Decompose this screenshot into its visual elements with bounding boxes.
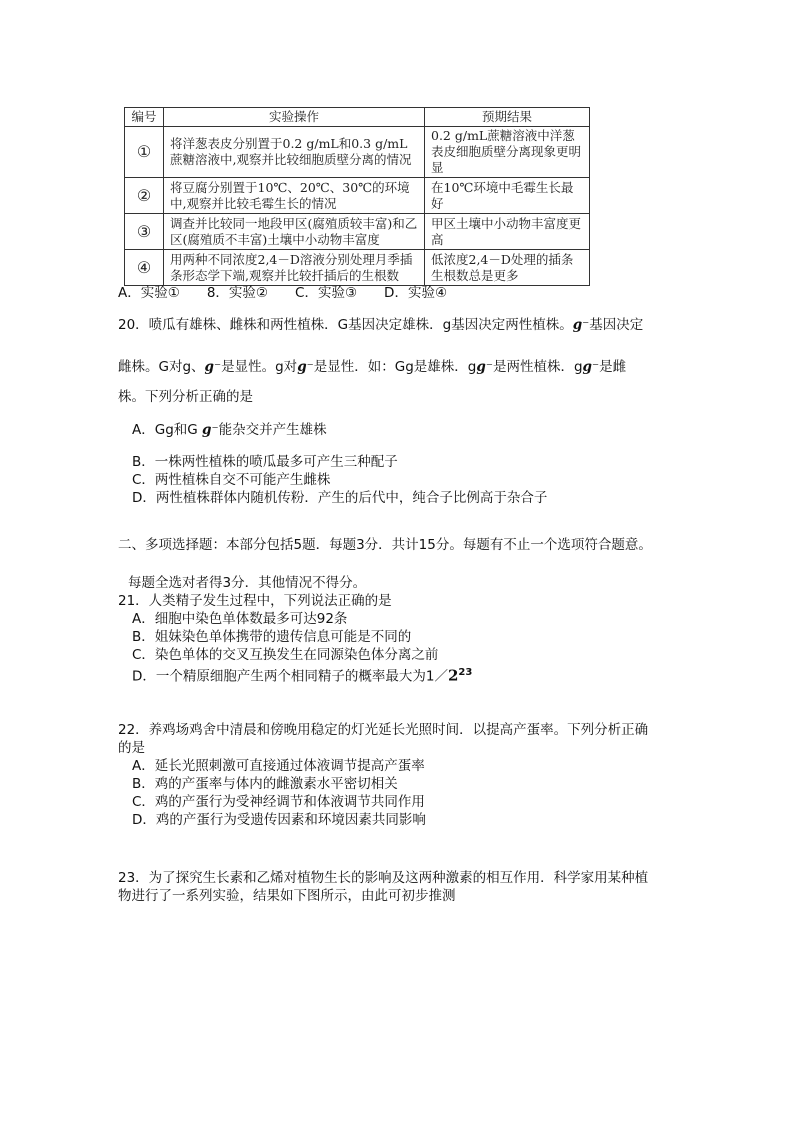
q20-line3: 株。下列分析正确的是 xyxy=(118,389,253,405)
q22-option-c: C．鸡的产蛋行为受神经调节和体液调节共同作用 xyxy=(132,794,425,810)
text: ⁻是显性．如：Gg是雄株．g xyxy=(306,359,477,375)
power-base: 2 xyxy=(447,666,459,685)
q22-option-d: D．鸡的产蛋行为受遗传因素和环境因素共同影响 xyxy=(132,812,426,828)
text: 雌株。G对g、 xyxy=(118,359,205,375)
row-num: ③ xyxy=(125,214,164,250)
g-allele: g xyxy=(204,359,214,375)
row-op: 将豆腐分别置于10℃、20℃、30℃的环境中,观察并比较毛霉生长的情况 xyxy=(164,178,425,214)
table-header-row xyxy=(125,108,590,127)
q22-stem-2: 的是 xyxy=(118,740,145,756)
experiment-table xyxy=(124,107,590,286)
q20-option-a xyxy=(132,421,327,439)
g-allele: g xyxy=(202,422,212,438)
text: 20．喷瓜有雄株、雌株和两性植株．G基因决定雄株．g基因决定两性植株。 xyxy=(118,317,573,333)
q22-option-b: B．鸡的产蛋率与体内的雌激素水平密切相关 xyxy=(132,776,398,792)
power-exponent: 23 xyxy=(458,667,473,678)
table-row xyxy=(125,250,590,286)
header-result: 预期结果 xyxy=(425,108,590,127)
g-allele: g xyxy=(297,359,307,375)
table-row xyxy=(125,178,590,214)
text: D．一个精原细胞产生两个相同精子的概率最大为1／ xyxy=(132,668,448,685)
row-result: 低浓度2,4－D处理的插条生根数总是更多 xyxy=(425,250,590,286)
table-row xyxy=(125,127,590,178)
q21-option-a: A．细胞中染色单体数最多可达92条 xyxy=(132,611,348,627)
section2-line1: 二、多项选择题：本部分包括5题．每题3分．共计15分。每题有不止一个选项符合题意。 xyxy=(118,537,652,553)
q20-line2 xyxy=(118,358,626,376)
q22-stem-1: 22．养鸡场鸡舍中清晨和傍晚用稳定的灯光延长光照时间．以提高产蛋率。下列分析正确 xyxy=(118,722,649,738)
text: ⁻能杂交并产生雄株 xyxy=(211,422,327,438)
row-op: 将洋葱表皮分别置于0.2 g/mL和0.3 g/mL蔗糖溶液中,观察并比较细胞质壁分离的情况 xyxy=(164,127,425,178)
q20-option-d: D．两性植株群体内随机传粉．产生的后代中，纯合子比例高于杂合子 xyxy=(132,490,548,506)
q21-option-c: C．染色单体的交叉互换发生在同源染色体分离之前 xyxy=(132,647,439,663)
g-allele: g xyxy=(572,317,583,333)
header-op: 实验操作 xyxy=(164,108,425,127)
header-num: 编号 xyxy=(125,108,164,127)
q23-line2: 物进行了一系列实验，结果如下图所示，由此可初步推测 xyxy=(118,888,456,904)
text: ⁻是雌 xyxy=(591,359,627,375)
row-num: ② xyxy=(125,178,164,214)
table-row xyxy=(125,214,590,250)
row-result: 0.2 g/mL蔗糖溶液中洋葱表皮细胞质壁分离现象更明显 xyxy=(425,127,590,178)
text: A．Gg和G xyxy=(132,422,203,438)
row-op: 调查并比较同一地段甲区(腐殖质较丰富)和乙区(腐殖质不丰富)土壤中小动物丰富度 xyxy=(164,214,425,250)
row-op: 用两种不同浓度2,4－D溶液分别处理月季插条形态学下端,观察并比较扦插后的生根数 xyxy=(164,250,425,286)
q20-option-c: C．两性植株自交不可能产生雌株 xyxy=(132,472,331,488)
q21-option-d xyxy=(132,664,472,686)
row-result: 甲区土壤中小动物丰富度更高 xyxy=(425,214,590,250)
q21-stem: 21．人类精子发生过程中，下列说法正确的是 xyxy=(118,593,392,609)
section2-line2: 每题全选对者得3分．其他情况不得分。 xyxy=(128,575,367,591)
g-allele: g xyxy=(476,359,486,375)
q19-options: A．实验① 8．实验② C．实验③ D．实验④ xyxy=(118,285,448,301)
text: ⁻是两性植株．g xyxy=(485,359,583,375)
q21-option-b: B．姐妹染色单体携带的遗传信息可能是不同的 xyxy=(132,629,412,645)
q20-line1 xyxy=(118,316,643,334)
row-num: ④ xyxy=(125,250,164,286)
q22-option-a: A．延长光照刺激可直接通过体液调节提高产蛋率 xyxy=(132,758,425,774)
text: ⁻基因决定 xyxy=(582,317,644,333)
text: ⁻是显性。g对 xyxy=(213,359,298,375)
g-allele: g xyxy=(582,359,592,375)
row-num: ① xyxy=(125,127,164,178)
q23-line1: 23．为了探究生长素和乙烯对植物生长的影响及这两种激素的相互作用．科学家用某种植 xyxy=(118,870,649,886)
row-result: 在10℃环境中毛霉生长最好 xyxy=(425,178,590,214)
q20-option-b: B．一株两性植株的喷瓜最多可产生三种配子 xyxy=(132,454,398,470)
